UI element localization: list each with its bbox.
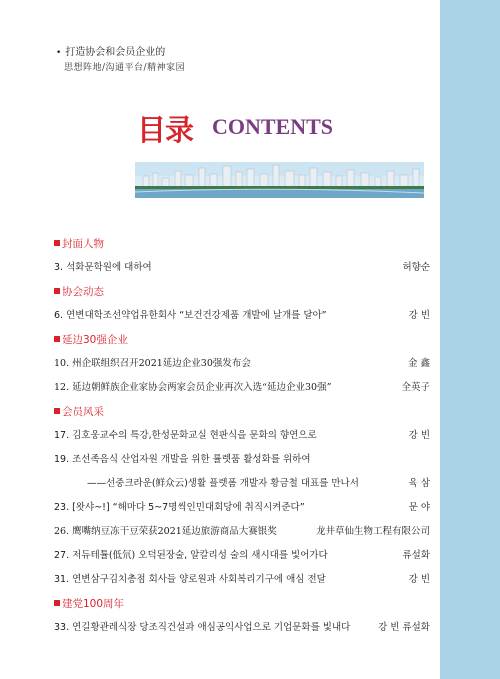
entry-title: 6. 연변대학조선약업유한회사 “보건건강제품 개발에 날개를 달아”	[54, 310, 327, 321]
toc-entry[interactable]	[54, 620, 430, 636]
entry-title: 33. 연길황관레식장 당조직건설과 애심공익사업으로 기업문화를 빛내다	[54, 622, 351, 633]
table-of-contents	[54, 236, 430, 644]
entry-title: 26. 鹰嘴纳豆冻干豆荣获2021延边旅游商品大赛银奖	[54, 526, 277, 537]
toc-entry[interactable]	[54, 428, 430, 444]
section-cover-person	[54, 236, 430, 252]
entry-author: 강 빈	[408, 310, 430, 321]
title-chinese: 目录	[137, 113, 194, 147]
section-party-centennial	[54, 596, 430, 612]
toc-entry[interactable]	[54, 380, 430, 396]
toc-entry[interactable]	[54, 308, 430, 324]
toc-entry[interactable]	[54, 524, 430, 540]
title-english: CONTENTS	[212, 114, 334, 139]
entry-title: 10. 州企联组织召开2021延边企业30强发布会	[54, 358, 251, 369]
section-label: 建党100周年	[62, 598, 125, 610]
bullet-dot-icon: •	[56, 48, 62, 58]
entry-author: 허향순	[402, 262, 430, 273]
entry-author: 문 야	[408, 502, 430, 513]
section-association-news	[54, 284, 430, 300]
entry-author: 金 鑫	[407, 358, 430, 369]
red-square-icon	[54, 600, 60, 606]
entry-title: 19. 조선족음식 산업자원 개발을 위한 률렛품 활성화를 위하여	[54, 454, 311, 465]
entry-author: 강 빈	[408, 574, 430, 585]
entry-title: 31. 연변삼구김치총점 회사들 양로원과 사회복리기구에 애심 전달	[54, 574, 326, 585]
section-member-spotlight	[54, 404, 430, 420]
red-square-icon	[54, 240, 60, 246]
toc-entry[interactable]	[54, 260, 430, 276]
entry-title: 23. [왓샤~!] “해마다 5~7명씩인민대회당에 취직시켜준다”	[54, 502, 305, 513]
section-label: 协会动态	[62, 286, 104, 298]
section-label: 会员风采	[62, 406, 104, 418]
red-square-icon	[54, 408, 60, 414]
city-skyline-photo	[135, 162, 424, 198]
toc-entry[interactable]	[54, 356, 430, 372]
entry-title: 3. 석화문학원에 대하여	[54, 262, 152, 273]
entry-title: 12. 延边朝鲜族企业家协会两家会员企业再次入选“延边企业30强”	[54, 382, 332, 393]
section-label: 延边30强企业	[62, 334, 128, 346]
entry-author: 강 빈	[408, 430, 430, 441]
entry-author: 류설화	[402, 550, 430, 561]
entry-title: 17. 김호웅교수의 특강,한성문화교실 현판식을 문화의 향연으로	[54, 430, 317, 441]
entry-title: 27. 저듀테튤(低氘) 오덕된장술, 알칼리성 술의 새시대를 빛어가다	[54, 550, 328, 561]
subtagline: 思想阵地/沟通平台/精神家园	[64, 63, 186, 73]
toc-entry[interactable]	[54, 548, 430, 564]
red-square-icon	[54, 336, 60, 342]
red-square-icon	[54, 288, 60, 294]
entry-author: 강 빈 류설화	[378, 622, 430, 633]
tagline-text: 打造协会和会员企业的	[65, 47, 166, 58]
entry-title: ——선중크라운(鲜众云)생활 플렛폼 개발자 황금철 대표를 만나서	[87, 478, 359, 489]
section-top30	[54, 332, 430, 348]
toc-entry[interactable]	[54, 500, 430, 516]
toc-entry-subtitle[interactable]	[54, 476, 430, 492]
toc-entry[interactable]	[54, 452, 430, 468]
tagline	[56, 43, 165, 58]
toc-entry[interactable]	[54, 572, 430, 588]
entry-author: 육 삼	[408, 478, 430, 489]
section-label: 封面人物	[62, 238, 104, 250]
side-color-strip	[440, 0, 500, 679]
entry-author: 全英子	[401, 382, 430, 393]
entry-author: 龙井草仙生物工程有限公司	[315, 526, 430, 537]
